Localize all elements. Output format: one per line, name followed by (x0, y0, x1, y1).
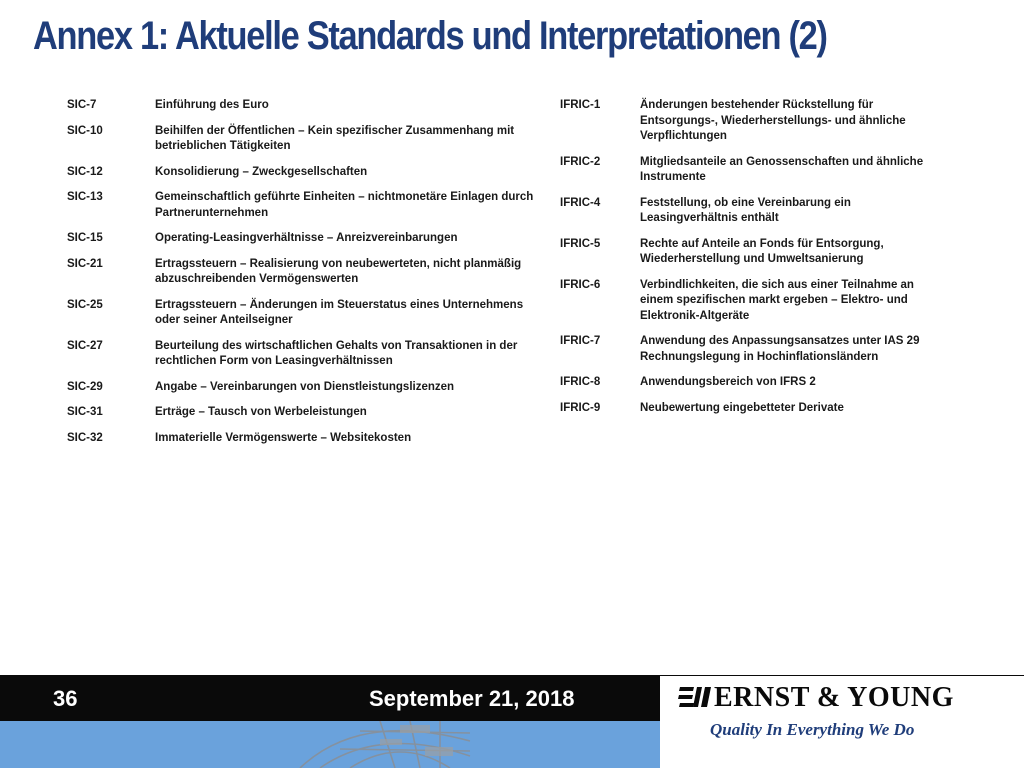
sic-entry-description: Gemeinschaftlich geführte Einheiten – nichtmonetäre Einlagen durch Partnerunternehmen (155, 191, 534, 219)
ifric-entry-description: Feststellung, ob eine Vereinbarung ein Leasingverhältnis enthält (640, 196, 851, 224)
footer-photo-strip (0, 721, 660, 768)
sic-entry-description: Operating-Leasingverhältnisse – Anreizvereinbarungen (155, 232, 458, 244)
sic-entry-code: SIC-21 (67, 257, 103, 270)
sic-entry (67, 298, 547, 329)
sic-entry-code: SIC-25 (67, 298, 103, 311)
sic-entry (67, 98, 547, 114)
ifric-entry-description: Neubewertung eingebetteter Derivate (640, 401, 844, 414)
sic-entry-code: SIC-12 (67, 165, 103, 178)
company-tagline: Quality In Everything We Do (710, 720, 915, 739)
ifric-entry (560, 334, 960, 365)
ifric-entry (560, 375, 960, 391)
sic-entry (67, 190, 547, 221)
ifric-entry-description: Anwendung des Anpassungsansatzes unter IAS 29 Rechnungslegung in Hochinflationsländern (640, 335, 920, 363)
ifric-entry-code: IFRIC-8 (560, 376, 601, 388)
ey-logo-mark-icon (678, 683, 712, 713)
ifric-entry-description: Rechte auf Anteile an Fonds für Entsorgung, Wiederherstellung und Umweltsanierung (640, 237, 884, 265)
sic-entry-description: Immaterielle Vermögenswerte – Websitekosten (155, 431, 412, 444)
sic-entry-code: SIC-7 (67, 99, 97, 111)
ifric-entry-code: IFRIC-7 (560, 335, 601, 347)
ifric-entry-code: IFRIC-1 (560, 99, 601, 111)
footer-date: September 21, 2018 (369, 686, 575, 711)
company-logo-name: ERNST & YOUNG (714, 682, 954, 713)
sic-entry-code: SIC-10 (67, 124, 103, 137)
sic-entry-description: Einführung des Euro (155, 99, 269, 111)
sic-entry-description: Ertragssteuern – Realisierung von neubewerteten, nicht planmäßig abzuschreibenden Vermögenswerten (155, 257, 522, 285)
sic-entry (67, 405, 547, 421)
sic-entry (67, 257, 547, 288)
sic-entry (67, 431, 547, 447)
sic-entry-code: SIC-31 (67, 406, 103, 418)
ifric-entry-description: Verbindlichkeiten, die sich aus einer Teilnahme an einem spezifischen markt ergeben – Elektro- und Elektronik-Altgeräte (640, 278, 914, 322)
ifric-list (560, 98, 960, 426)
ifric-entry-description: Mitgliedsanteile an Genossenschaften und ähnliche Instrumente (640, 155, 924, 183)
sic-entry (67, 124, 547, 155)
sic-entry-description: Ertragssteuern – Änderungen im Steuerstatus eines Unternehmens oder seiner Anteilseigner (155, 298, 524, 326)
sic-entry-code: SIC-32 (67, 431, 103, 444)
sic-list (67, 98, 547, 456)
ifric-entry (560, 155, 960, 186)
ifric-entry-code: IFRIC-6 (560, 278, 601, 291)
ifric-entry-code: IFRIC-9 (560, 401, 601, 414)
ifric-entry (560, 401, 960, 417)
sic-entry-description: Konsolidierung – Zweckgesellschaften (155, 165, 368, 178)
sic-entry-description: Erträge – Tausch von Werbeleistungen (155, 406, 367, 418)
sic-entry (67, 165, 547, 181)
sic-entry-description: Beurteilung des wirtschaftlichen Gehalts von Transaktionen in der rechtlichen Form von Leasingverhältnissen (155, 339, 518, 367)
ifric-entry-description: Änderungen bestehender Rückstellung für Entsorgungs-, Wiederherstellungs- und ähnliche Verpflichtungen (640, 99, 906, 142)
ifric-entry (560, 98, 960, 145)
ifric-entry-code: IFRIC-5 (560, 237, 601, 250)
ifric-entry-code: IFRIC-4 (560, 196, 601, 209)
page-number: 36 (53, 686, 78, 711)
sic-entry (67, 231, 547, 247)
sic-entry-code: SIC-13 (67, 191, 103, 203)
ifric-entry (560, 278, 960, 325)
ifric-entry (560, 237, 960, 268)
sic-entry-code: SIC-29 (67, 380, 103, 393)
sic-entry (67, 380, 547, 396)
sic-entry (67, 339, 547, 370)
sic-entry-code: SIC-15 (67, 232, 103, 244)
sic-entry-description: Beihilfen der Öffentlichen – Kein spezifischer Zusammenhang mit betrieblichen Tätigkeiten (155, 124, 515, 152)
unisphere-image (0, 721, 660, 768)
ifric-entry (560, 196, 960, 227)
ifric-entry-description: Anwendungsbereich von IFRS 2 (640, 376, 816, 388)
sic-entry-description: Angabe – Vereinbarungen von Dienstleistungslizenzen (155, 380, 455, 393)
slide-title: Annex 1: Aktuelle Standards und Interpretationen (2) (33, 14, 827, 58)
sic-entry-code: SIC-27 (67, 339, 103, 352)
ifric-entry-code: IFRIC-2 (560, 155, 601, 168)
